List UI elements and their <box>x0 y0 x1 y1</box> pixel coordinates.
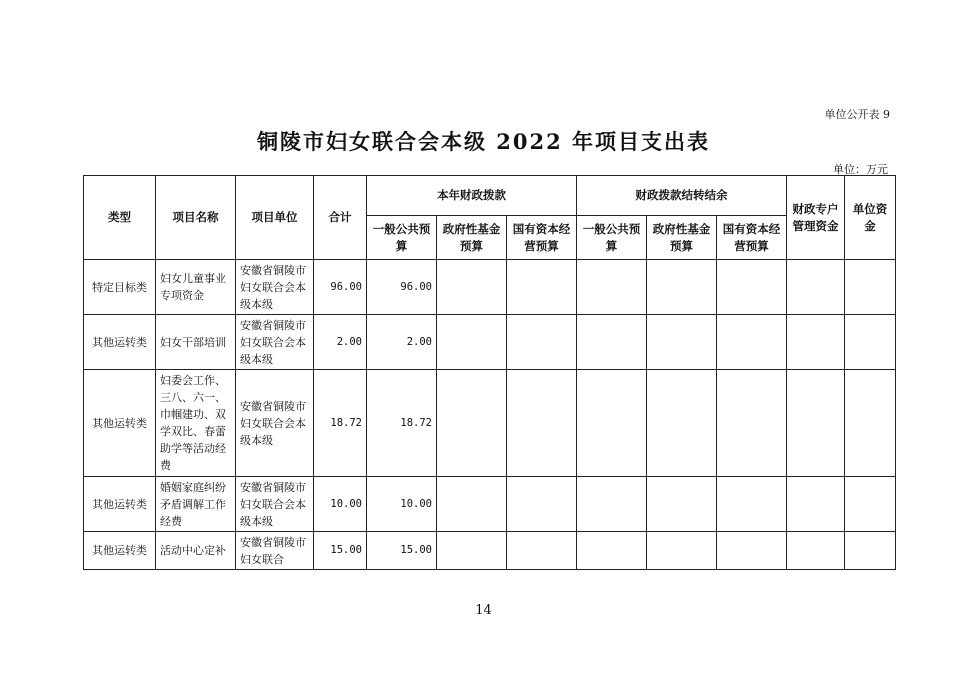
project-expenditure-table <box>83 175 896 570</box>
table-row <box>84 532 896 570</box>
cell-general-budget: 2.00 <box>367 315 437 370</box>
header-special-account: 财政专户管理资金 <box>787 176 845 260</box>
cell-project-unit: 安徽省铜陵市妇女联合会本级本级 <box>236 315 314 370</box>
cell-general-budget: 96.00 <box>367 260 437 315</box>
header-type: 类型 <box>84 176 156 260</box>
table-row <box>84 315 896 370</box>
header-unit-funds: 单位资金 <box>845 176 896 260</box>
cell-type: 其他运转类 <box>84 532 156 570</box>
header-carryover: 财政拨款结转结余 <box>577 176 787 216</box>
cell-total: 18.72 <box>314 370 367 477</box>
table-row <box>84 370 896 477</box>
cell-type: 特定目标类 <box>84 260 156 315</box>
unit-label: 单位：万元 <box>833 163 888 176</box>
header-fund-budget-2: 政府性基金预算 <box>647 216 717 260</box>
cell-total: 10.00 <box>314 477 367 532</box>
cell-project-unit: 安徽省铜陵市妇女联合会本级本级 <box>236 370 314 477</box>
header-general-budget: 一般公共预算 <box>367 216 437 260</box>
cell-type: 其他运转类 <box>84 477 156 532</box>
form-number: 单位公开表 9 <box>824 108 890 121</box>
cell-project-unit: 安徽省铜陵市妇女联合会本级本级 <box>236 260 314 315</box>
header-general-budget-2: 一般公共预算 <box>577 216 647 260</box>
header-project-unit: 项目单位 <box>236 176 314 260</box>
cell-project-unit: 安徽省铜陵市妇女联合 <box>236 532 314 570</box>
cell-project-name: 妇女干部培训 <box>156 315 236 370</box>
header-fund-budget: 政府性基金预算 <box>437 216 507 260</box>
header-project-name: 项目名称 <box>156 176 236 260</box>
cell-project-name: 活动中心定补 <box>156 532 236 570</box>
cell-project-name: 妇女儿童事业专项资金 <box>156 260 236 315</box>
cell-project-unit: 安徽省铜陵市妇女联合会本级本级 <box>236 477 314 532</box>
cell-total: 15.00 <box>314 532 367 570</box>
cell-general-budget: 10.00 <box>367 477 437 532</box>
header-total: 合计 <box>314 176 367 260</box>
cell-type: 其他运转类 <box>84 315 156 370</box>
header-state-capital-2: 国有资本经营预算 <box>717 216 787 260</box>
table-row <box>84 477 896 532</box>
cell-general-budget: 15.00 <box>367 532 437 570</box>
header-current-year: 本年财政拨款 <box>367 176 577 216</box>
cell-general-budget: 18.72 <box>367 370 437 477</box>
header-state-capital: 国有资本经营预算 <box>507 216 577 260</box>
cell-project-name: 妇委会工作、三八、六一、巾帼建功、双学双比、春蕾助学等活动经费 <box>156 370 236 477</box>
table-row <box>84 260 896 315</box>
page-number: 14 <box>475 603 492 618</box>
cell-total: 2.00 <box>314 315 367 370</box>
cell-total: 96.00 <box>314 260 367 315</box>
cell-project-name: 婚姻家庭纠纷矛盾调解工作经费 <box>156 477 236 532</box>
cell-type: 其他运转类 <box>84 370 156 477</box>
page-title: 铜陵市妇女联合会本级 2022 年项目支出表 <box>256 129 711 154</box>
